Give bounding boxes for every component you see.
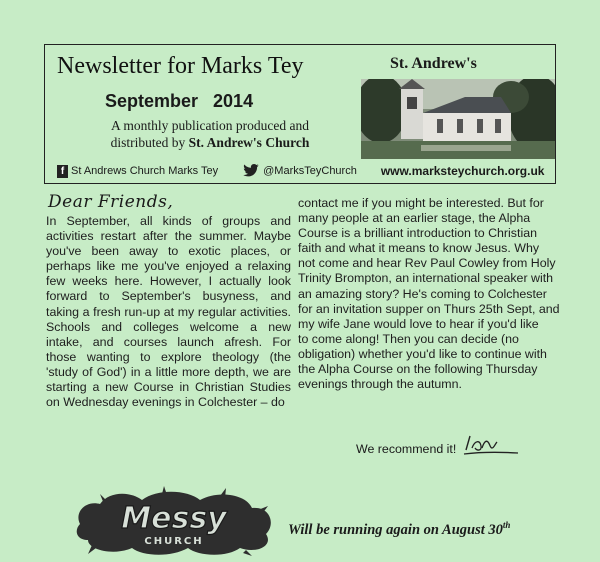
event-notice [288, 520, 510, 539]
website-link[interactable]: www.marksteychurch.org.uk [380, 164, 545, 178]
recommendation: We recommend it! [356, 442, 457, 456]
letter-line: Schools and colleges welcome a new [46, 319, 291, 334]
facebook-link[interactable] [57, 165, 218, 178]
church-photo [361, 79, 555, 159]
letter-line: many people at an earlier stage, the Alpha [298, 211, 531, 226]
twitter-link[interactable] [242, 164, 357, 178]
facebook-label: St Andrews Church Marks Tey [71, 165, 219, 177]
letter-line: you've been away to exotic places, or [46, 244, 291, 259]
event-notice-text: Will be running again on August 30 [288, 521, 503, 538]
messy-church-logo [70, 484, 280, 558]
description-church: St. Andrew's Church [188, 135, 310, 150]
letter-line: evenings through the autumn. [298, 377, 462, 392]
letter-line: intake, and courses launch afresh. For [46, 334, 291, 349]
letter-line: taking a fresh run-up at my regular activities. [46, 304, 291, 319]
description-line-2 [65, 134, 355, 151]
newsletter-title: Newsletter for Marks Tey [57, 53, 304, 79]
description-prefix: distributed by [110, 135, 189, 150]
logo-word-messy: Messy [121, 501, 227, 536]
letter-line: contact me if you might be interested. But for [298, 196, 544, 210]
letter-line: 'study of God') in a little more depth, we are [46, 364, 291, 379]
event-notice-suffix: th [502, 520, 511, 530]
letter-line: for an invitation supper on Thurs 25th Sept, and [298, 301, 560, 316]
facebook-icon: f [57, 165, 68, 178]
letter-line: few weeks here. However, I actually look [46, 274, 291, 289]
letter-line: faith and what it means to know Jesus. Why [298, 241, 540, 256]
description-line-1: A monthly publication produced and [111, 118, 309, 133]
letter-line: Trinity Brompton, an international speaker with [298, 271, 554, 286]
letter-line: those wanting to explore theology (the [46, 349, 291, 364]
masthead [44, 44, 556, 184]
letter-line: Course is a brilliant introduction to Christian [298, 226, 537, 241]
letter-line: In September, all kinds of groups and [46, 214, 291, 228]
letter-line: on Wednesday evenings in Colchester – do [46, 395, 285, 410]
publication-description [65, 117, 355, 151]
letter-right-column [298, 196, 560, 392]
handwritten-signature [462, 430, 522, 458]
logo-word-church: CHURCH [144, 536, 204, 547]
contact-bar [45, 160, 555, 182]
letter-left-column [46, 214, 291, 410]
letter-line: starting a new Course in Christian Studies [46, 380, 291, 395]
letter-line: not come and hear Rev Paul Cowley from Holy [298, 256, 556, 271]
church-name: St. Andrew's [390, 55, 477, 72]
letter-line: my wife Jane would love to hear if you'd like [298, 316, 539, 331]
issue-date: September 2014 [105, 91, 254, 111]
twitter-bird-icon [242, 164, 260, 178]
letter-greeting: Dear Friends, [48, 192, 174, 212]
letter-line: to come along! Then you can decide (no [298, 331, 519, 346]
letter-line: obligation) whether you'd like to continue with [298, 346, 547, 361]
letter-line: forward to September's busyness, and [46, 289, 291, 304]
twitter-handle: @MarksTeyChurch [263, 165, 357, 177]
letter-line: perhaps like me you've enjoyed a relaxing [46, 259, 291, 274]
letter-line: the Alpha Course on the following Thursday [298, 362, 538, 377]
letter-line: an amazing story? He's coming to Colchester [298, 286, 547, 301]
letter-line: activities restart after the summer. Maybe [46, 229, 291, 244]
